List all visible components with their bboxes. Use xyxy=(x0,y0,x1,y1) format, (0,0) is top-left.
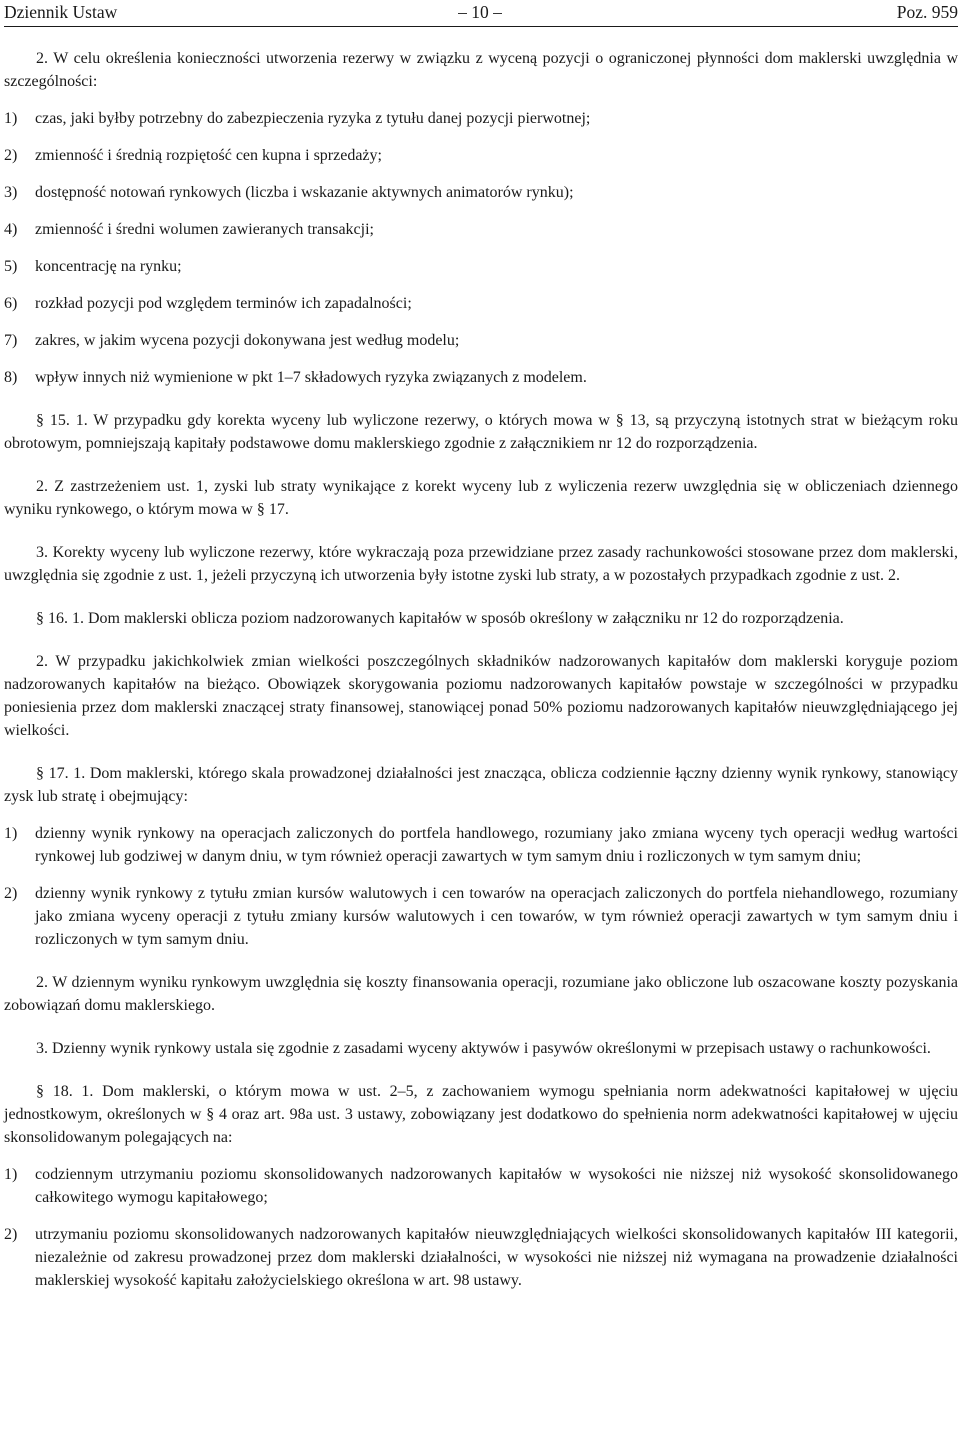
list-text: dzienny wynik rynkowy na operacjach zaliczonych do portfela handlowego, rozumiany jako zmiana wyceny tych operacji według wartości rynkowej lub godziwej w danym dniu, w tym również operacji zawartych w tym samym dniu i rozliczonych w tym samym dniu; xyxy=(35,825,958,865)
list-item xyxy=(4,181,958,204)
paragraph-section-18: § 18. 1. Dom maklerski, o którym mowa w ust. 2–5, z zachowaniem wymogu spełniania norm adekwatności kapitałowej w ujęciu jednostkowym, określonych w § 4 oraz art. 98a ust. 3 ustawy, zobowiązany jest dodatkowo do spełnienia norm adekwatności kapitałowej w ujęciu skonsolidowanym polegających na: xyxy=(4,1083,958,1146)
journal-title: Dziennik Ustaw xyxy=(4,2,118,22)
list-item xyxy=(4,144,958,167)
paragraph: 3. Dzienny wynik rynkowy ustala się zgodnie z zasadami wyceny aktywów i pasywów określonymi w przepisach ustawy o rachunkowości. xyxy=(36,1040,931,1057)
list-number: 2) xyxy=(4,147,18,164)
list-item xyxy=(4,882,958,951)
list-number: 3) xyxy=(4,184,18,201)
list-item xyxy=(4,366,958,389)
list-number: 2) xyxy=(4,1226,18,1243)
list-text: zakres, w jakim wycena pozycji dokonywana jest według modelu; xyxy=(35,332,460,349)
page-header xyxy=(4,0,958,27)
list-text: codziennym utrzymaniu poziomu skonsolidowanych nadzorowanych kapitałów w wysokości nie niższej niż wysokość skonsolidowanego całkowitego wymogu kapitałowego; xyxy=(35,1166,958,1206)
list xyxy=(4,1163,958,1292)
list-text: utrzymaniu poziomu skonsolidowanych nadzorowanych kapitałów nieuwzględniających wielkości skonsolidowanych kapitałów III kategorii, niezależnie od zakresu prowadzonej przez dom maklerski działalności, w wysokości nie niższej niż wymagana na prowadzenie działalności maklerskiej wysokość kapitału założycielskiego określona w art. 98 ustawy. xyxy=(35,1226,958,1289)
list-item xyxy=(4,292,958,315)
list-item xyxy=(4,255,958,278)
list-text: zmienność i średni wolumen zawieranych transakcji; xyxy=(35,221,374,238)
page-number: – 10 – xyxy=(458,2,502,22)
list-item xyxy=(4,218,958,241)
list-text: dostępność notowań rynkowych (liczba i wskazanie aktywnych animatorów rynku); xyxy=(35,184,574,201)
paragraph: 2. W przypadku jakichkolwiek zmian wielkości poszczególnych składników nadzorowanych kapitałów dom maklerski koryguje poziom nadzorowanych kapitałów na bieżąco. Obowiązek skorygowania poziomu nadzorowanych kapitałów powstaje w szczególności w przypadku poniesienia przez dom maklerski znaczącej straty finansowej, stanowiącej ponad 50% poziomu nadzorowanych kapitałów nieuwzględniającego jej wielkości. xyxy=(4,653,958,739)
list-number: 7) xyxy=(4,332,18,349)
position-number: Poz. 959 xyxy=(896,2,958,22)
paragraph: 2. W dziennym wyniku rynkowym uwzględnia się koszty finansowania operacji, rozumiane jako obliczone lub oszacowane koszty pozyskania zobowiązań domu maklerskiego. xyxy=(4,974,958,1014)
list-text: zmienność i średnią rozpiętość cen kupna i sprzedaży; xyxy=(35,147,382,164)
paragraph: 2. Z zastrzeżeniem ust. 1, zyski lub straty wynikające z korekt wyceny lub z wyliczenia rezerw uwzględnia się w obliczeniach dziennego wyniku rynkowego, o którym mowa w § 17. xyxy=(4,478,958,518)
list-number: 5) xyxy=(4,258,18,275)
list-number: 6) xyxy=(4,295,18,312)
list xyxy=(4,107,958,389)
list-number: 1) xyxy=(4,825,18,842)
paragraph-section-15: § 15. 1. W przypadku gdy korekta wyceny lub wyliczone rezerwy, o których mowa w § 13, są przyczyną istotnych strat w bieżącym roku obrotowym, pomniejszają kapitały podstawowe domu maklerskiego zgodnie z załącznikiem nr 12 do rozporządzenia. xyxy=(4,412,958,452)
document-body xyxy=(4,47,958,1292)
list-number: 4) xyxy=(4,221,18,238)
list-text: wpływ innych niż wymienione w pkt 1–7 składowych ryzyka związanych z modelem. xyxy=(35,369,587,386)
list xyxy=(4,822,958,951)
list-text: dzienny wynik rynkowy z tytułu zmian kursów walutowych i cen towarów na operacjach zaliczonych do portfela niehandlowego, rozumiany jako zmiana wyceny operacji z tytułu zmiany kursów walutowych i cen towarów, w tym również operacji zawartych w tym samym dniu i rozliczonych w tym samym dniu. xyxy=(35,885,958,948)
paragraph: 2. W celu określenia konieczności utworzenia rezerwy w związku z wyceną pozycji o ograniczonej płynności dom maklerski uwzględnia w szczególności: xyxy=(4,50,958,90)
list-item xyxy=(4,1223,958,1292)
list-item xyxy=(4,1163,958,1209)
list-item xyxy=(4,329,958,352)
list-item xyxy=(4,822,958,868)
paragraph-section-17: § 17. 1. Dom maklerski, którego skala prowadzonej działalności jest znacząca, oblicza codziennie łączny dzienny wynik rynkowy, stanowiący zysk lub stratę i obejmujący: xyxy=(4,765,958,805)
list-item xyxy=(4,107,958,130)
list-number: 2) xyxy=(4,885,18,902)
paragraph: 3. Korekty wyceny lub wyliczone rezerwy, które wykraczają poza przewidziane przez zasady rachunkowości stosowane przez dom maklerski, uwzględnia się zgodnie z ust. 1, jeżeli przyczyną ich utworzenia były istotne zyski lub straty, a w pozostałych przypadkach zgodnie z ust. 2. xyxy=(4,544,958,584)
list-text: rozkład pozycji pod względem terminów ich zapadalności; xyxy=(35,295,412,312)
list-number: 1) xyxy=(4,110,18,127)
paragraph-section-16: § 16. 1. Dom maklerski oblicza poziom nadzorowanych kapitałów w sposób określony w załączniku nr 12 do rozporządzenia. xyxy=(36,610,844,627)
list-text: czas, jaki byłby potrzebny do zabezpieczenia ryzyka z tytułu danej pozycji pierwotnej; xyxy=(35,110,591,127)
list-number: 1) xyxy=(4,1166,18,1183)
list-number: 8) xyxy=(4,369,18,386)
list-text: koncentrację na rynku; xyxy=(35,258,182,275)
